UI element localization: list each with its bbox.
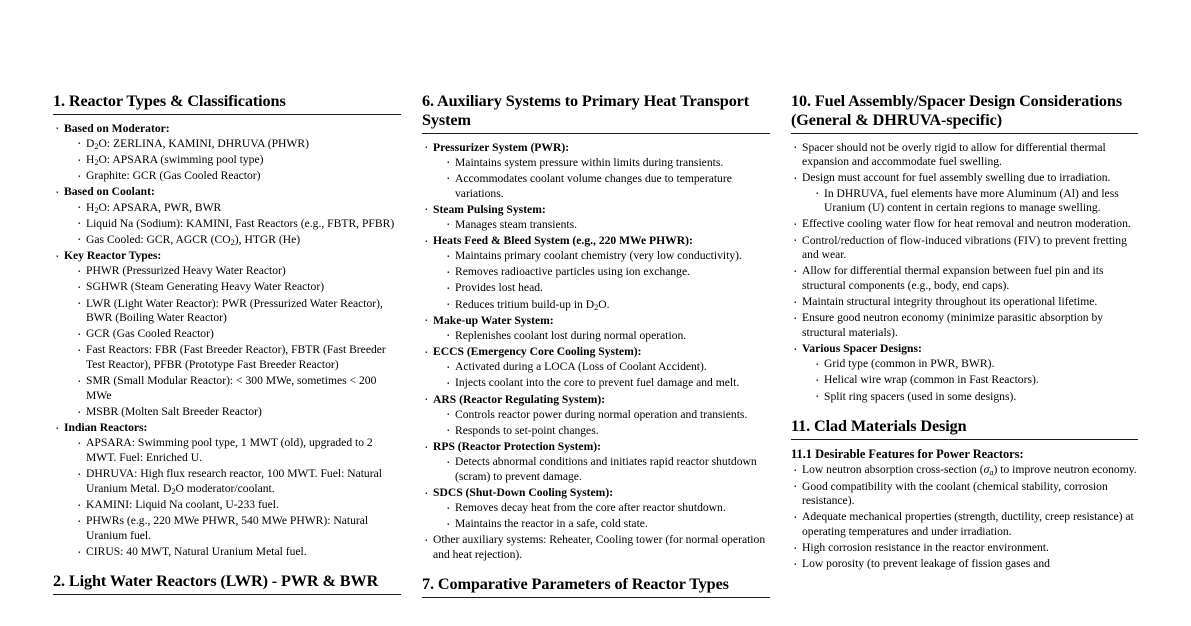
list-item-label: Accommodates coolant volume changes due to temperature variations. <box>455 171 732 200</box>
section-list <box>791 463 1138 572</box>
nested-list <box>76 137 401 184</box>
section-heading: 10. Fuel Assembly/Spacer Design Considerations (General & DHRUVA-specific) <box>791 92 1123 129</box>
list-item-nested <box>814 390 1138 405</box>
list-item-label: Maintains the reactor in a safe, cold state. <box>455 517 648 531</box>
list-item-label: Removes radioactive particles using ion exchange. <box>455 265 691 279</box>
section-rule <box>422 597 770 598</box>
list-item-nested <box>76 436 401 465</box>
list-item-top <box>53 421 401 559</box>
list-item-top <box>791 141 1138 170</box>
list-item-top <box>422 486 770 532</box>
nested-list <box>76 264 401 420</box>
list-item-nested <box>76 280 401 295</box>
section-heading: 11. Clad Materials Design <box>791 416 967 435</box>
list-item-label: KAMINI: Liquid Na coolant, U-233 fuel. <box>86 498 279 512</box>
list-item-nested <box>445 517 770 532</box>
list-item-nested <box>445 218 770 233</box>
nested-list <box>445 156 770 201</box>
list-item-label: Design must account for fuel assembly swelling due to irradiation. <box>802 171 1111 185</box>
list-item-label: PHWR (Pressurized Heavy Water Reactor) <box>86 264 286 278</box>
list-item-nested <box>76 514 401 543</box>
list-item-label: Key Reactor Types: <box>64 249 162 263</box>
list-item-label: Based on Coolant: <box>64 185 155 199</box>
list-item-top <box>791 171 1138 215</box>
list-item-label: Adequate mechanical properties (strength, ductility, creep resistance) at operating temperatures and under irradiation. <box>802 510 1134 538</box>
list-item-label: LWR (Light Water Reactor): PWR (Pressurized Water Reactor), BWR (Boiling Water Reactor) <box>86 296 383 325</box>
list-item-label: Replenishes coolant lost during normal operation. <box>455 328 687 342</box>
list-item-label: Liquid Na (Sodium): KAMINI, Fast Reactors (e.g., FBTR, PFBR) <box>86 216 395 230</box>
list-item-label: $D_2O$: ZERLINA, KAMINI, DHRUVA (PHWR) <box>86 136 309 151</box>
section-rule <box>53 114 401 115</box>
list-item-top <box>422 440 770 484</box>
list-item-nested <box>445 376 770 391</box>
list-item-nested <box>445 329 770 344</box>
list-item-label: SMR (Small Modular Reactor): < 300 MWe, sometimes < 200 MWe <box>86 374 377 402</box>
list-item-top <box>53 249 401 420</box>
list-item-label: SGHWR (Steam Generating Heavy Water Reactor) <box>86 280 325 294</box>
list-item-nested <box>445 172 770 201</box>
nested-list <box>814 357 1138 404</box>
list-item-label: RPS (Reactor Protection System): <box>433 440 601 454</box>
list-item-nested <box>445 265 770 280</box>
list-item-label: Provides lost head. <box>455 281 543 295</box>
list-item-label: Reduces tritium build-up in $D_2O$. <box>455 297 610 312</box>
list-item-nested <box>76 343 401 372</box>
list-item-nested <box>445 156 770 171</box>
list-item-top <box>422 314 770 344</box>
nested-list <box>76 436 401 559</box>
list-item-label: High corrosion resistance in the reactor environment. <box>802 541 1049 555</box>
list-item-label: Graphite: GCR (Gas Cooled Reactor) <box>86 169 261 183</box>
list-item-top <box>791 311 1138 340</box>
list-item-nested <box>76 327 401 342</box>
list-item-label: Allow for differential thermal expansion between fuel pin and its structural components (e.g., body, end caps). <box>802 264 1104 292</box>
list-item-top <box>791 264 1138 293</box>
list-item-label: Fast Reactors: FBR (Fast Breeder Reactor), FBTR (Fast Breeder Test Reactor), PFBR (Prototype Fast Breeder Reactor) <box>86 343 386 372</box>
list-item-top <box>422 393 770 439</box>
list-item-nested <box>76 405 401 420</box>
list-item-nested <box>76 374 401 403</box>
list-item-nested <box>445 408 770 423</box>
nested-list <box>445 249 770 312</box>
list-item-label: ECCS (Emergency Core Cooling System): <box>433 345 642 359</box>
list-item-label: Based on Moderator: <box>64 121 170 135</box>
list-item-nested <box>76 217 401 232</box>
list-item-label: Maintains system pressure within limits during transients. <box>455 155 724 169</box>
list-item-label: Maintain structural integrity throughout its operational lifetime. <box>802 295 1098 309</box>
list-item-label: Pressurizer System (PWR): <box>433 140 570 154</box>
list-item-nested <box>76 137 401 152</box>
list-item-nested <box>76 153 401 168</box>
list-item-nested <box>76 169 401 184</box>
list-item-label: Steam Pulsing System: <box>433 202 546 216</box>
nested-list <box>445 501 770 532</box>
list-item-label: Split ring spacers (used in some designs). <box>824 389 1017 403</box>
list-item-top <box>422 234 770 312</box>
list-item-nested <box>76 545 401 560</box>
list-item-nested <box>445 249 770 264</box>
list-item-label: Removes decay heat from the core after reactor shutdown. <box>455 501 726 515</box>
list-item-label: $H_2O$: APSARA (swimming pool type) <box>86 153 264 167</box>
list-item-label: Control/reduction of flow-induced vibrations (FIV) to prevent fretting and wear. <box>802 233 1127 262</box>
section-rule <box>53 594 401 595</box>
list-item-label: SDCS (Shut-Down Cooling System): <box>433 486 614 499</box>
section-heading: 1. Reactor Types & Classifications <box>53 92 286 110</box>
list-item-nested <box>76 498 401 513</box>
section-list <box>422 141 770 563</box>
list-item-label: DHRUVA: High flux research reactor, 100 MWT. Fuel: Natural Uranium Metal. $D_2O$ moderator/coolant. <box>86 467 382 496</box>
list-item-label: In DHRUVA, fuel elements have more Aluminum (Al) and less Uranium (U) content in certain regions to manage swelling. <box>824 186 1119 215</box>
list-item-label: Responds to set-point changes. <box>455 423 599 437</box>
list-item-label: Grid type (common in PWR, BWR). <box>824 357 995 371</box>
list-item-label: Various Spacer Designs: <box>802 342 922 356</box>
subsection-heading: 11.1 Desirable Features for Power Reactors: <box>791 446 1024 461</box>
list-item-label: Other auxiliary systems: Reheater, Cooling tower (for normal operation and heat rejection). <box>433 533 766 562</box>
section-rule <box>422 133 770 134</box>
list-item-label: Good compatibility with the coolant (chemical stability, corrosion resistance). <box>802 479 1108 508</box>
list-item-top <box>53 185 401 247</box>
list-item-top <box>791 342 1138 404</box>
section-heading: 6. Auxiliary Systems to Primary Heat Transport System <box>422 92 750 129</box>
section-gap <box>791 406 1138 417</box>
section-rule <box>791 439 1138 440</box>
list-item-nested <box>445 455 770 484</box>
nested-list <box>814 187 1138 216</box>
list-item-top <box>422 141 770 202</box>
list-item-label: APSARA: Swimming pool type, 1 MWT (old), upgraded to 2 MWT. Fuel: Enriched U. <box>86 436 373 465</box>
list-item-label: Make-up Water System: <box>433 313 554 327</box>
list-item-label: Low neutron absorption cross-section $(\sigma_a)$ to improve neutron economy. <box>802 463 1137 478</box>
nested-list <box>445 408 770 439</box>
column-1 <box>53 92 401 626</box>
list-item-label: Detects abnormal conditions and initiates rapid reactor shutdown (scram) to prevent damage. <box>455 455 757 483</box>
nested-list <box>445 329 770 344</box>
list-item-top <box>791 295 1138 310</box>
section-list <box>791 141 1138 405</box>
list-item-label: Activated during a LOCA (Loss of Coolant Accident). <box>455 360 707 374</box>
section-list <box>53 122 401 560</box>
list-item-label: Gas Cooled: GCR, AGCR $(CO_2)$, HTGR (He) <box>86 232 301 247</box>
list-item-top <box>791 510 1138 539</box>
list-item-nested <box>445 424 770 439</box>
list-item-top <box>791 557 1138 572</box>
list-item-nested <box>445 281 770 296</box>
list-item-top <box>791 217 1138 232</box>
list-item-top <box>791 463 1138 478</box>
column-3 <box>791 92 1138 626</box>
list-item-nested <box>76 297 401 326</box>
list-item-label: GCR (Gas Cooled Reactor) <box>86 327 214 341</box>
section-gap <box>53 561 401 572</box>
list-item-nested <box>76 201 401 216</box>
list-item-label: Maintains primary coolant chemistry (very low conductivity). <box>455 249 742 263</box>
list-item-label: Spacer should not be overly rigid to allow for differential thermal expansion and accommodate fuel swelling. <box>802 140 1106 169</box>
list-item-top <box>53 122 401 184</box>
list-item-nested <box>814 357 1138 372</box>
list-item-label: Indian Reactors: <box>64 421 148 435</box>
list-item-label: Helical wire wrap (common in Fast Reactors). <box>824 373 1039 387</box>
list-item-label: Controls reactor power during normal operation and transients. <box>455 407 748 421</box>
section-heading: 7. Comparative Parameters of Reactor Types <box>422 575 729 594</box>
list-item-top <box>791 234 1138 263</box>
list-item-label: CIRUS: 40 MWT, Natural Uranium Metal fuel. <box>86 545 307 558</box>
list-item-nested <box>814 187 1138 216</box>
list-item-nested <box>76 233 401 248</box>
section-rule <box>791 133 1138 134</box>
list-item-label: Heats Feed & Bleed System (e.g., 220 MWe PHWR): <box>433 234 693 247</box>
list-item-nested <box>814 373 1138 388</box>
list-item-nested <box>76 264 401 279</box>
list-item-label: Manages steam transients. <box>455 217 578 231</box>
nested-list <box>445 218 770 233</box>
list-item-nested <box>445 298 770 313</box>
list-item-nested <box>445 360 770 375</box>
list-item-top <box>422 533 770 562</box>
list-item-top <box>422 345 770 391</box>
section-gap <box>422 564 770 575</box>
nested-list <box>445 455 770 484</box>
list-item-label: MSBR (Molten Salt Breeder Reactor) <box>86 405 262 419</box>
list-item-top <box>791 541 1138 556</box>
list-item-label: ARS (Reactor Regulating System): <box>433 392 606 406</box>
list-item-label: PHWRs (e.g., 220 MWe PHWR, 540 MWe PHWR): Natural Uranium fuel. <box>86 514 369 542</box>
list-item-label: $H_2O$: APSARA, PWR, BWR <box>86 200 222 215</box>
list-item-label: Effective cooling water flow for heat removal and neutron moderation. <box>802 217 1131 231</box>
list-item-label: Injects coolant into the core to prevent fuel damage and melt. <box>455 376 740 390</box>
list-item-top <box>422 203 770 233</box>
list-item-label: Ensure good neutron economy (minimize parasitic absorption by structural materials). <box>802 311 1104 339</box>
nested-list <box>76 201 401 248</box>
column-2 <box>422 92 770 626</box>
three-column-layout <box>53 92 1138 626</box>
list-item-label: Low porosity (to prevent leakage of fission gases and <box>802 557 1050 571</box>
list-item-nested <box>76 467 401 496</box>
list-item-nested <box>445 501 770 516</box>
nested-list <box>445 360 770 391</box>
list-item-top <box>791 480 1138 509</box>
section-heading: 2. Light Water Reactors (LWR) - PWR & BWR <box>53 572 379 591</box>
